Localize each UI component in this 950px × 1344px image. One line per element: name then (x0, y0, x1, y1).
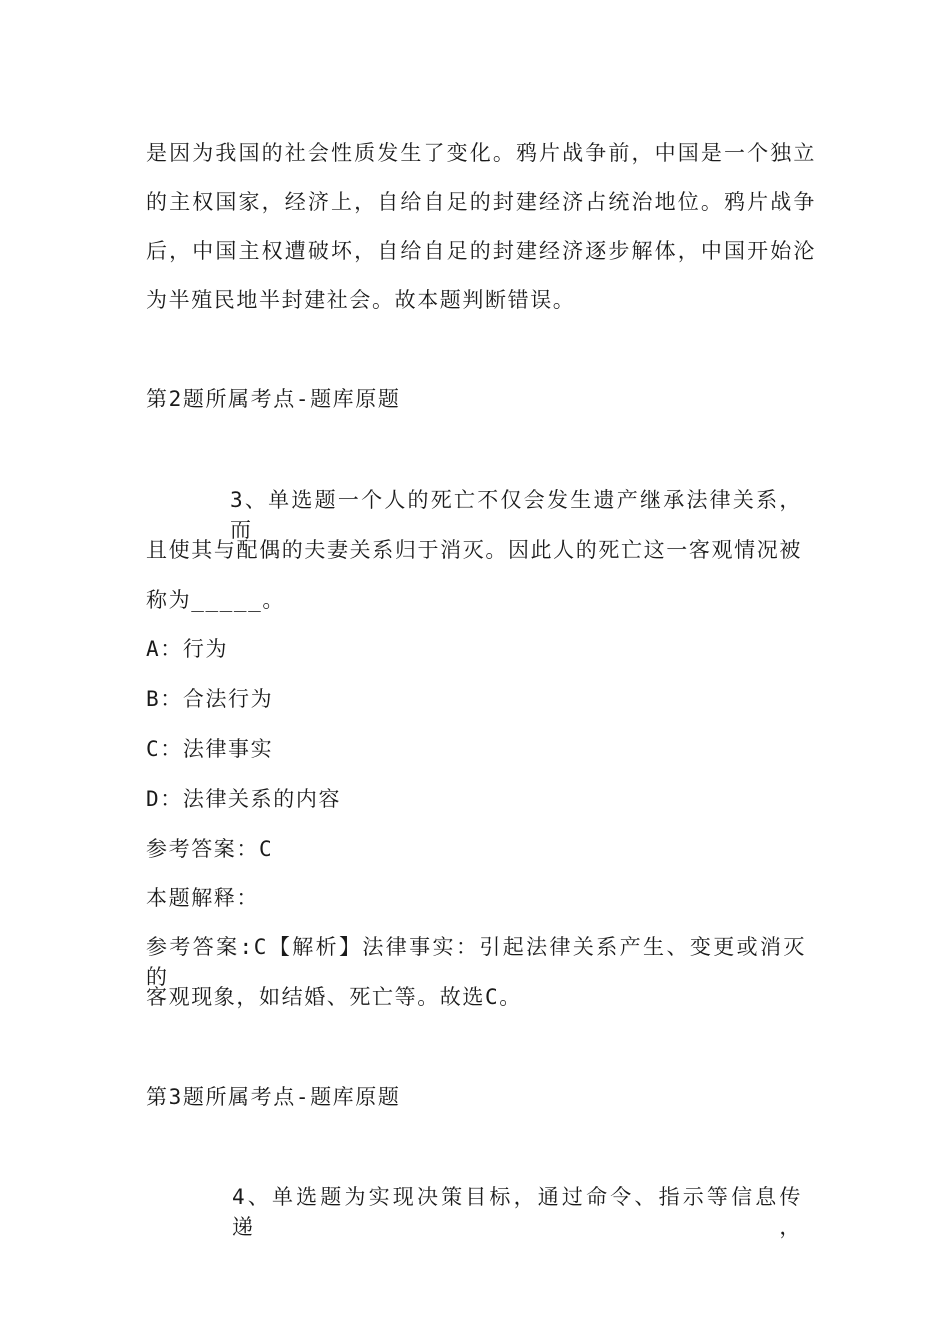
question-text-line: 4、单选题为实现决策目标，通过命令、指示等信息传递， (232, 1185, 802, 1239)
explanation-line: 参考答案:C【解析】法律事实：引起法律关系产生、变更或消灭的 (146, 935, 806, 989)
topic-label: 第3题所属考点-题库原题 (146, 1085, 401, 1109)
option-d: D：法律关系的内容 (146, 787, 342, 811)
explanation-line: 为半殖民地半封建社会。故本题判断错误。 (146, 288, 576, 312)
answer-line: 参考答案：C (146, 837, 274, 861)
question-text-line: 3、单选题一个人的死亡不仅会发生遗产继承法律关系，而 (230, 488, 802, 542)
question-text-line: 且使其与配偶的夫妻关系归于消灭。因此人的死亡这一客观情况被 (146, 538, 802, 562)
topic-label: 第2题所属考点-题库原题 (146, 387, 401, 411)
explanation-line: 后，中国主权遭破坏，自给自足的封建经济逐步解体，中国开始沦 (146, 239, 816, 263)
explanation-line: 的主权国家，经济上，自给自足的封建经济占统治地位。鸦片战争 (146, 190, 816, 214)
option-c: C：法律事实 (146, 737, 274, 761)
option-b: B：合法行为 (146, 687, 274, 711)
question-text-line: 称为_____。 (146, 588, 286, 612)
explanation-heading: 本题解释： (146, 886, 259, 910)
explanation-line: 客观现象，如结婚、死亡等。故选C。 (146, 985, 522, 1009)
option-a: A：行为 (146, 637, 229, 661)
explanation-line: 是因为我国的社会性质发生了变化。鸦片战争前，中国是一个独立 (146, 141, 816, 165)
